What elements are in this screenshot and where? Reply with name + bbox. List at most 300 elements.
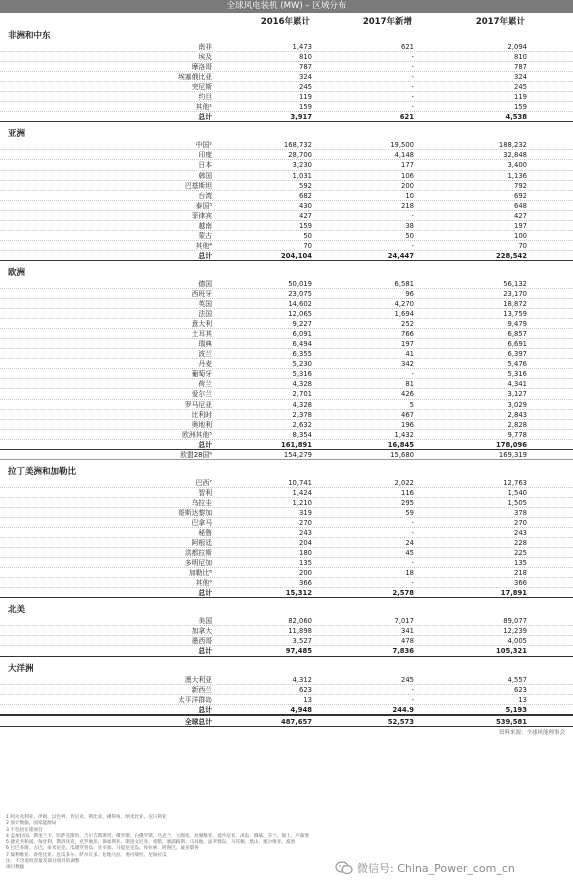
- row-label: 总计: [198, 251, 212, 260]
- value-2017-total: 17,891: [500, 589, 527, 598]
- value-2017-new: 52,573: [387, 717, 414, 726]
- row-label: 欧洲其他⁵: [182, 430, 212, 439]
- table-row: [0, 241, 573, 251]
- value-2016: 10,741: [288, 478, 312, 487]
- value-2017-new: 96: [405, 289, 414, 298]
- region-name: 亚洲: [8, 129, 26, 140]
- value-2017-new: 621: [399, 113, 414, 122]
- table-row: [0, 430, 573, 440]
- value-2016: 682: [299, 191, 312, 200]
- value-2017-total: 623: [514, 685, 527, 694]
- value-2016: 4,328: [292, 380, 312, 389]
- value-2016: 6,494: [292, 340, 312, 349]
- value-2017-total: 56,132: [503, 279, 527, 288]
- table-row: [0, 339, 573, 349]
- row-label: 埃及: [198, 53, 212, 62]
- row-label: 总计: [198, 705, 212, 714]
- value-2017-new: -: [411, 370, 414, 379]
- region-heading: [0, 466, 573, 478]
- value-2017-total: 3,400: [507, 161, 527, 170]
- row-label: 巴拿马: [191, 518, 212, 527]
- value-2016: 3,527: [292, 637, 312, 646]
- row-label: 约旦: [198, 93, 212, 102]
- value-2016: 204: [299, 539, 312, 548]
- row-label: 荷兰: [198, 380, 212, 389]
- table-row: [0, 102, 573, 112]
- row-label: 新西兰: [191, 685, 212, 694]
- table-row: [0, 558, 573, 568]
- value-2017-new: -: [411, 241, 414, 250]
- row-label: 美国: [198, 617, 212, 626]
- table-row: [0, 400, 573, 410]
- row-label: 其他⁴: [195, 241, 212, 250]
- region-total-row: [0, 705, 573, 715]
- wechat-icon: [335, 861, 353, 875]
- value-2016: 4,948: [290, 705, 312, 714]
- value-2017-new: 81: [405, 380, 414, 389]
- row-label: 波兰: [198, 350, 212, 359]
- value-2017-total: 4,538: [505, 113, 527, 122]
- value-2017-new: 341: [401, 627, 414, 636]
- row-label: 蒙古: [198, 231, 212, 240]
- value-2017-new: 177: [401, 161, 414, 170]
- value-2016: 180: [299, 549, 312, 558]
- value-2017-total: 70: [518, 241, 527, 250]
- footnote: 注：不含退役容量及部分项目的调整: [6, 859, 80, 865]
- table-row: [0, 171, 573, 181]
- value-2017-total: 228: [514, 539, 527, 548]
- table-row: [0, 191, 573, 201]
- value-2017-total: 243: [514, 529, 527, 538]
- table-row: [0, 279, 573, 289]
- value-2017-total: 13,759: [503, 310, 527, 319]
- row-label: 乌拉圭: [191, 498, 212, 507]
- value-2016: 1,473: [292, 43, 312, 51]
- value-2016: 13: [303, 695, 312, 704]
- table-row: [0, 181, 573, 191]
- table-row: [0, 488, 573, 498]
- value-2017-new: 4,148: [394, 151, 414, 160]
- row-label: 总计: [198, 440, 212, 449]
- row-label: 全球总计: [184, 717, 212, 726]
- value-2016: 5,316: [292, 370, 312, 379]
- value-2017-total: 4,005: [507, 637, 527, 646]
- table-row: [0, 508, 573, 518]
- value-2017-total: 1,540: [507, 488, 527, 497]
- value-2017-total: 3,127: [507, 390, 527, 399]
- row-label: 中国²: [195, 141, 212, 150]
- row-label: 韩国: [198, 171, 212, 180]
- source-line: [0, 727, 573, 739]
- table-row: [0, 150, 573, 160]
- region-total-row: [0, 588, 573, 598]
- value-2017-new: 766: [401, 330, 414, 339]
- value-2016: 270: [299, 518, 312, 527]
- row-label: 总计: [198, 113, 212, 122]
- footnote: 项目数据: [6, 865, 25, 871]
- value-2016: 161,891: [281, 440, 312, 449]
- table-row: [0, 675, 573, 685]
- source-text: 资料来源：全球风能理事会: [498, 729, 565, 736]
- value-2017-total: 648: [514, 201, 527, 210]
- table-row: [0, 319, 573, 329]
- value-2016: 430: [299, 201, 312, 210]
- value-2017-new: 45: [405, 549, 414, 558]
- value-2017-total: 159: [514, 103, 527, 112]
- column-header-2017-new: 2017年新增: [362, 17, 412, 27]
- value-2017-new: 59: [405, 508, 414, 517]
- value-2016: 119: [299, 93, 312, 102]
- value-2017-total: 218: [514, 569, 527, 578]
- value-2017-new: -: [411, 93, 414, 102]
- value-2016: 592: [299, 181, 312, 190]
- region-total-row: [0, 251, 573, 261]
- value-2017-total: 89,077: [503, 617, 527, 626]
- value-2017-total: 792: [514, 181, 527, 190]
- value-2017-total: 245: [514, 83, 527, 92]
- value-2017-total: 5,476: [507, 360, 527, 369]
- value-2017-total: 197: [514, 221, 527, 230]
- value-2017-total: 105,321: [496, 647, 527, 656]
- table-row: [0, 201, 573, 211]
- row-label: 日本: [198, 161, 212, 170]
- table-row: [0, 685, 573, 695]
- value-2017-total: 9,778: [507, 430, 527, 439]
- table-row: [0, 349, 573, 359]
- value-2017-new: 18: [405, 569, 414, 578]
- value-2016: 97,485: [285, 647, 312, 656]
- value-2016: 427: [299, 211, 312, 220]
- value-2016: 1,424: [292, 488, 312, 497]
- value-2016: 366: [299, 579, 312, 588]
- table-row: [0, 211, 573, 221]
- value-2017-new: 200: [401, 181, 414, 190]
- value-2017-new: -: [411, 211, 414, 220]
- value-2017-new: 15,680: [390, 450, 414, 459]
- value-2017-new: 252: [401, 320, 414, 329]
- value-2017-new: 426: [401, 390, 414, 399]
- value-2017-new: 6,581: [394, 279, 414, 288]
- row-label: 洪都拉斯: [184, 549, 212, 558]
- row-label: 巴西⁷: [195, 478, 212, 487]
- subtotal-row: [0, 450, 573, 460]
- value-2016: 168,732: [283, 141, 312, 150]
- value-2017-new: -: [411, 73, 414, 82]
- row-label: 泰国³: [195, 201, 212, 210]
- value-2016: 9,227: [292, 320, 312, 329]
- value-2017-total: 178,096: [496, 440, 527, 449]
- value-2016: 50: [303, 231, 312, 240]
- region-name: 北美: [8, 605, 26, 616]
- value-2017-total: 5,316: [507, 370, 527, 379]
- value-2017-new: -: [411, 53, 414, 62]
- region-total-row: [0, 646, 573, 656]
- value-2016: 2,632: [292, 420, 312, 429]
- footnote: 3 不包括在建项目: [6, 827, 43, 833]
- footnote: 2 预计数据，国家能源局: [6, 821, 57, 827]
- value-2016: 319: [299, 508, 312, 517]
- value-2016: 200: [299, 569, 312, 578]
- value-2017-new: 19,500: [390, 141, 414, 150]
- value-2016: 135: [299, 559, 312, 568]
- table-row: [0, 72, 573, 82]
- row-label: 台湾: [198, 191, 212, 200]
- grand-total-row: [0, 715, 573, 727]
- value-2017-total: 32,848: [503, 151, 527, 160]
- value-2017-total: 2,843: [507, 410, 527, 419]
- table-row: [0, 369, 573, 379]
- table-row: [0, 82, 573, 92]
- row-label: 奥地利: [191, 420, 212, 429]
- value-2016: 810: [299, 53, 312, 62]
- row-label: 太平洋群岛: [178, 695, 212, 704]
- row-label: 埃塞俄比亚: [178, 73, 212, 82]
- value-2016: 2,378: [292, 410, 312, 419]
- value-2017-new: -: [411, 103, 414, 112]
- value-2017-new: 16,845: [387, 440, 414, 449]
- row-label: 意大利: [191, 320, 212, 329]
- value-2017-new: 38: [405, 221, 414, 230]
- value-2016: 1,210: [292, 498, 312, 507]
- value-2017-total: 366: [514, 579, 527, 588]
- value-2017-new: -: [411, 518, 414, 527]
- value-2016: 245: [299, 83, 312, 92]
- table-row: [0, 478, 573, 488]
- row-label: 澳大利亚: [184, 675, 212, 684]
- row-label: 秘鲁: [198, 529, 212, 538]
- table-row: [0, 518, 573, 528]
- table-row: [0, 221, 573, 231]
- value-2016: 487,657: [281, 717, 312, 726]
- region-heading: [0, 267, 573, 279]
- row-label: 法国: [198, 310, 212, 319]
- table-row: [0, 548, 573, 558]
- value-2017-total: 18,872: [503, 300, 527, 309]
- table-row: [0, 289, 573, 299]
- value-2017-new: -: [411, 529, 414, 538]
- value-2017-new: 245: [401, 675, 414, 684]
- value-2016: 623: [299, 685, 312, 694]
- row-label: 丹麦: [198, 360, 212, 369]
- value-2017-new: -: [411, 559, 414, 568]
- value-2017-total: 6,691: [507, 340, 527, 349]
- column-header-2016-cumulative: 2016年累计: [260, 17, 310, 27]
- table-row: [0, 636, 573, 646]
- value-2017-new: 5: [409, 400, 414, 409]
- row-label: 比利时: [191, 410, 212, 419]
- table-row: [0, 62, 573, 72]
- column-header-2017-cumulative: 2017年累计: [475, 17, 525, 27]
- row-label: 总计: [198, 589, 212, 598]
- value-2017-new: -: [411, 63, 414, 72]
- footnote: 1 阿尔及利亚、伊朗、以色列、肯尼亚、利比亚、佛得角、纳米比亚、尼日利亚: [6, 815, 167, 820]
- value-2016: 243: [299, 529, 312, 538]
- table-row: [0, 695, 573, 705]
- value-2017-total: 119: [514, 93, 527, 102]
- table-row: [0, 160, 573, 170]
- value-2017-total: 169,319: [498, 450, 527, 459]
- row-label: 德国: [198, 279, 212, 288]
- value-2017-total: 100: [514, 231, 527, 240]
- row-label: 越南: [198, 221, 212, 230]
- region-total-row: [0, 440, 573, 450]
- value-2017-new: 467: [401, 410, 414, 419]
- value-2017-total: 12,239: [503, 627, 527, 636]
- region-heading: [0, 663, 573, 675]
- value-2017-new: 41: [405, 350, 414, 359]
- value-2016: 1,031: [292, 171, 312, 180]
- value-2017-total: 4,341: [507, 380, 527, 389]
- footnote: 6 巴巴多斯、古巴、多米尼克、瓜德罗普岛、牙买加、马提尼克岛、库拉索、阿鲁巴、波多黎各: [6, 846, 199, 852]
- value-2017-total: 787: [514, 63, 527, 72]
- value-2017-total: 324: [514, 73, 527, 82]
- value-2017-new: -: [411, 83, 414, 92]
- row-label: 其他¹: [195, 103, 212, 112]
- value-2017-new: -: [411, 695, 414, 704]
- wechat-watermark: [335, 858, 515, 878]
- value-2016: 2,701: [292, 390, 312, 399]
- region-name: 大洋洲: [8, 663, 34, 674]
- value-2017-new: 621: [401, 43, 414, 51]
- footnote: 5 捷克共和国、匈牙利、斯洛伐克、克罗地亚、保加利亚、斯洛文尼亚、希腊、塞浦路斯、马耳他、法罗群岛、马其顿、黑山、塞尔维亚、波黑: [6, 840, 296, 846]
- row-label: 南非: [198, 43, 212, 51]
- value-2016: 82,060: [288, 617, 312, 626]
- value-2017-new: 1,694: [394, 310, 414, 319]
- value-2017-total: 9,479: [507, 320, 527, 329]
- table-row: [0, 626, 573, 636]
- value-2017-total: 427: [514, 211, 527, 220]
- table-title: 全球风电装机 (MW) – 区域分布: [0, 0, 573, 13]
- region-name: 欧洲: [8, 267, 26, 278]
- value-2016: 159: [299, 103, 312, 112]
- value-2017-total: 23,170: [503, 289, 527, 298]
- row-label: 阿根廷: [191, 539, 212, 548]
- value-2017-new: 106: [401, 171, 414, 180]
- table-row: [0, 140, 573, 150]
- value-2016: 3,230: [292, 161, 312, 170]
- value-2017-total: 539,581: [496, 717, 527, 726]
- row-label: 多明尼加: [184, 559, 212, 568]
- footnote: 4 孟加拉国、斯里兰卡、哈萨克斯坦、吉尔吉斯斯坦、俄罗斯、白俄罗斯、乌克兰、立陶宛、拉脱维亚、爱沙尼亚、冰岛、挪威、芬兰、瑞士、卢森堡: [6, 833, 309, 839]
- value-2016: 12,065: [288, 310, 312, 319]
- column-headers: [0, 15, 573, 29]
- value-2016: 70: [303, 241, 312, 250]
- value-2017-new: 7,017: [394, 617, 414, 626]
- row-label: 巴基斯坦: [184, 181, 212, 190]
- row-label: 西班牙: [191, 289, 212, 298]
- table-row: [0, 309, 573, 319]
- value-2017-new: 2,578: [392, 589, 414, 598]
- value-2016: 4,328: [292, 400, 312, 409]
- table-row: [0, 578, 573, 588]
- value-2017-total: 5,193: [505, 705, 527, 714]
- value-2017-total: 1,136: [507, 171, 527, 180]
- row-label: 土耳其: [191, 330, 212, 339]
- table-row: [0, 528, 573, 538]
- region-heading: [0, 30, 573, 42]
- table-row: [0, 329, 573, 339]
- value-2017-total: 1,505: [507, 498, 527, 507]
- value-2017-new: 10: [405, 191, 414, 200]
- table-row: [0, 568, 573, 578]
- value-2017-total: 225: [514, 549, 527, 558]
- table-row: [0, 538, 573, 548]
- value-2016: 787: [299, 63, 312, 72]
- region-name: 非洲和中东: [8, 31, 51, 41]
- value-2016: 5,230: [292, 360, 312, 369]
- value-2017-total: 270: [514, 518, 527, 527]
- value-2016: 23,075: [288, 289, 312, 298]
- value-2017-new: 196: [401, 420, 414, 429]
- value-2017-new: 24: [405, 539, 414, 548]
- value-2017-new: 7,836: [392, 647, 414, 656]
- value-2017-total: 692: [514, 191, 527, 200]
- row-label: 哥斯达黎加: [178, 508, 212, 517]
- value-2017-new: 244.9: [392, 705, 414, 714]
- value-2017-total: 188,232: [498, 141, 527, 150]
- value-2017-total: 2,094: [507, 43, 527, 51]
- value-2016: 159: [299, 221, 312, 230]
- value-2017-new: -: [411, 579, 414, 588]
- table-row: [0, 359, 573, 369]
- row-label: 加拿大: [191, 627, 212, 636]
- table-row: [0, 52, 573, 62]
- region-heading: [0, 128, 573, 140]
- value-2017-total: 228,542: [496, 251, 527, 260]
- table-row: [0, 379, 573, 389]
- region-name: 拉丁美洲和加勒比: [8, 466, 77, 477]
- table-row: [0, 616, 573, 626]
- row-label: 葡萄牙: [191, 370, 212, 379]
- value-2017-new: 4,270: [394, 300, 414, 309]
- value-2016: 6,355: [292, 350, 312, 359]
- value-2017-total: 2,828: [507, 420, 527, 429]
- value-2017-total: 3,029: [507, 400, 527, 409]
- value-2016: 15,312: [285, 589, 312, 598]
- value-2017-new: 2,022: [394, 478, 414, 487]
- table-row: [0, 231, 573, 241]
- value-2017-new: 478: [401, 637, 414, 646]
- value-2016: 154,279: [283, 450, 312, 459]
- value-2016: 3,917: [290, 113, 312, 122]
- table-row: [0, 420, 573, 430]
- row-label: 其他⁹: [195, 579, 212, 588]
- value-2017-new: 24,447: [387, 251, 414, 260]
- table-row: [0, 299, 573, 309]
- row-label: 加勒比⁸: [188, 569, 212, 578]
- row-label: 印度: [198, 151, 212, 160]
- row-label: 罗马尼亚: [184, 400, 212, 409]
- value-2016: 204,104: [281, 251, 312, 260]
- value-2017-new: 197: [401, 340, 414, 349]
- value-2016: 50,019: [288, 279, 312, 288]
- value-2017-total: 13: [518, 695, 527, 704]
- watermark-text: 微信号: China_Power_com_cn: [357, 862, 515, 875]
- table-row: [0, 389, 573, 399]
- row-label: 爱尔兰: [191, 390, 212, 399]
- row-label: 总计: [198, 647, 212, 656]
- capacity-table: [0, 30, 573, 739]
- value-2017-new: 116: [401, 488, 414, 497]
- value-2017-new: -: [411, 685, 414, 694]
- value-2016: 14,602: [288, 300, 312, 309]
- value-2017-new: 218: [401, 201, 414, 210]
- row-label: 英国: [198, 300, 212, 309]
- footnote: 7 玻利维亚、哥伦比亚、厄瓜多尔、萨尔瓦多、危地马拉、委内瑞拉、尼加拉瓜: [6, 852, 167, 858]
- value-2017-total: 6,397: [507, 350, 527, 359]
- region-heading: [0, 604, 573, 616]
- row-label: 瑞典: [198, 340, 212, 349]
